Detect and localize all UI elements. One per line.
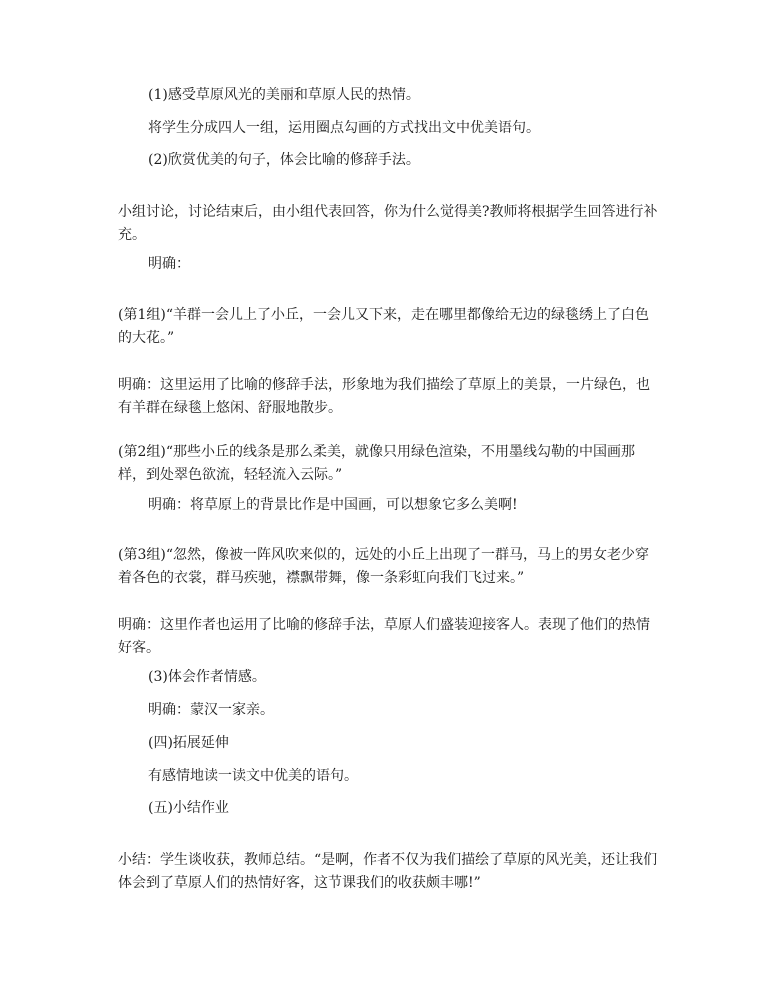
paragraph-group-3-answer: 明确：这里作者也运用了比喻的修辞手法，草原人们盛装迎接客人。表现了他们的热情好客。 [118, 617, 650, 656]
paragraph-goal-3: (3)体会作者情感。 [148, 669, 266, 685]
paragraph-group-3-quote: (第3组)“忽然，像被一阵风吹来似的，远处的小丘上出现了一群马，马上的男女老少穿着各色的衣裳，群马疾驰，襟飘带舞，像一条彩虹向我们飞过来。” [118, 547, 649, 586]
paragraph-emotion: 明确：蒙汉一家亲。 [148, 702, 274, 718]
paragraph-clarify-heading: 明确： [148, 256, 190, 272]
paragraph-group-2-quote: (第2组)“那些小丘的线条是那么柔美，就像只用绿色渲染，不用墨线勾勒的中国画那样，到处翠色欲流，轻轻流入云际。” [118, 444, 635, 483]
paragraph-goal-1: (1)感受草原风光的美丽和草原人民的热情。 [148, 87, 420, 103]
paragraph-grouping: 将学生分成四人一组，运用圈点勾画的方式找出文中优美语句。 [148, 120, 540, 136]
paragraph-goal-2: (2)欣赏优美的句子，体会比喻的修辞手法。 [148, 152, 420, 168]
paragraph-group-2-answer: 明确：将草原上的背景比作是中国画，可以想象它多么美啊! [148, 497, 518, 513]
section-heading-summary: (五)小结作业 [148, 800, 229, 816]
paragraph-group-1-answer: 明确：这里运用了比喻的修辞手法，形象地为我们描绘了草原上的美景，一片绿色，也有羊群在绿毯上悠闲、舒服地散步。 [118, 377, 650, 416]
paragraph-discussion: 小组讨论，讨论结束后，由小组代表回答，你为什么觉得美?教师将根据学生回答进行补充。 [118, 204, 658, 243]
section-heading-extension: (四)拓展延伸 [148, 735, 229, 751]
paragraph-read-aloud: 有感情地读一读文中优美的语句。 [148, 768, 358, 784]
paragraph-summary: 小结：学生谈收获，教师总结。“是啊，作者不仅为我们描绘了草原的风光美，还让我们体会到了草原人们的热情好客，这节课我们的收获颇丰哪!” [118, 852, 658, 891]
paragraph-group-1-quote: (第1组)“羊群一会儿上了小丘，一会儿又下来，走在哪里都像给无边的绿毯绣上了白色的大花。” [118, 307, 649, 346]
